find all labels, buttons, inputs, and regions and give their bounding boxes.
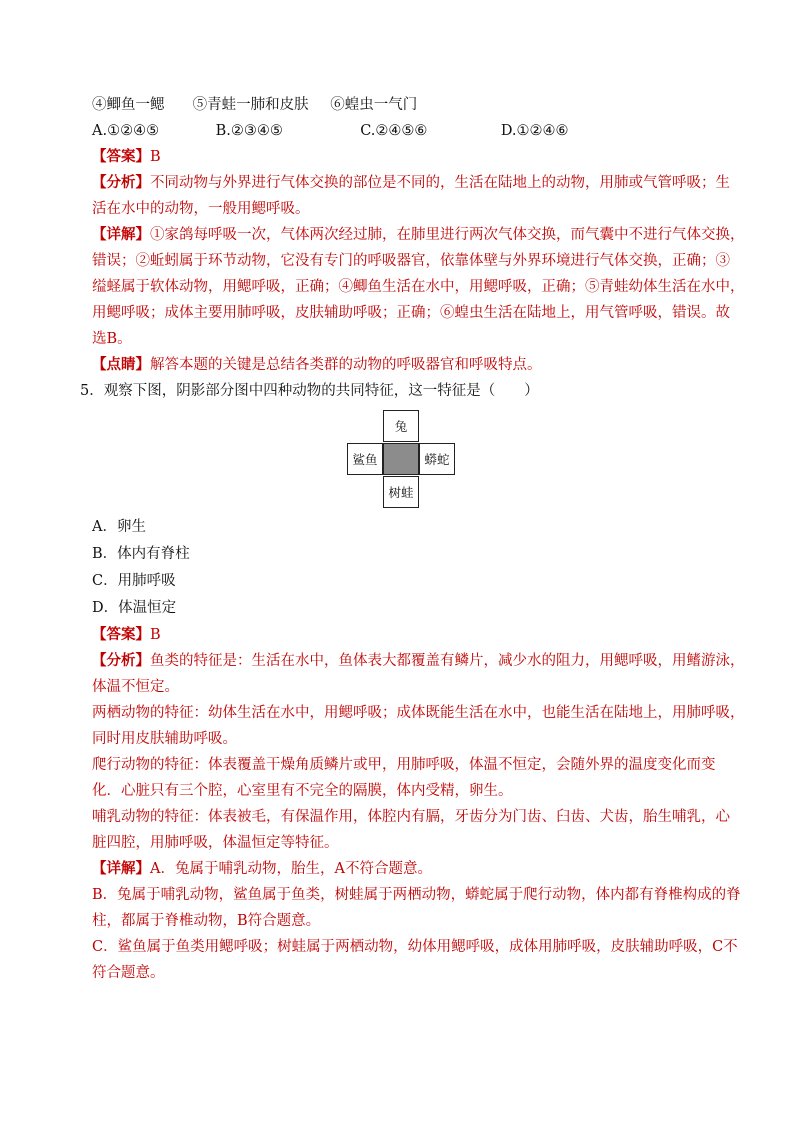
choice-a: A.①②④⑤	[92, 123, 160, 139]
question-5-stem: 5．观察下图，阴影部分图中四种动物的共同特征，这一特征是（ ）	[80, 383, 539, 399]
diagram-right-python: 蟒蛇	[419, 443, 455, 475]
question-5-choices	[92, 514, 732, 622]
choice-d: D.①②④⑥	[500, 123, 569, 139]
q5-analysis	[92, 648, 745, 674]
choice-c: C．用肺呼吸	[92, 573, 176, 589]
analysis-tag: 【分析】	[92, 652, 150, 669]
answer-tag: 【答案】	[92, 148, 150, 165]
prev-question-options	[92, 92, 732, 118]
tip-tag: 【点睛】	[92, 356, 150, 373]
fish-traits-2: 体温不恒定。	[92, 679, 179, 695]
prev-answer	[92, 144, 732, 170]
prev-question-choices	[92, 118, 732, 144]
prev-tip	[92, 352, 732, 378]
detail-tag: 【详解】	[92, 860, 150, 877]
option-6: ⑥蝗虫一气门	[330, 97, 418, 113]
tip-text: 解答本题的关键是总结各类群的动物的呼吸器官和呼吸特点。	[150, 357, 542, 373]
analysis-text-2: 活在水中的动物，一般用鳃呼吸。	[92, 201, 310, 217]
document-page	[80, 92, 745, 986]
analysis-text-1: 不同动物与外界进行气体交换的部位是不同的，生活在陆地上的动物，用肺或气管呼吸；生	[150, 175, 730, 191]
detail-c-1: C．鲨鱼属于鱼类用鳃呼吸；树蛙属于两栖动物，幼体用鳃呼吸，成体用肺呼吸，皮肤辅助呼吸，C不	[92, 939, 738, 955]
detail-text-2: 错误；②蚯蚓属于环节动物，它没有专门的呼吸器官，依靠体壁与外界环境进行气体交换，正确；③	[92, 253, 730, 269]
reptile-traits-2: 化．心脏只有三个腔，心室里有不完全的隔膜，体内受精，卵生。	[92, 783, 513, 799]
prev-analysis	[92, 170, 732, 196]
mammal-traits-2: 脏四腔，用肺呼吸，体温恒定等特征。	[92, 835, 339, 851]
answer-value: B	[150, 149, 161, 165]
option-5: ⑤青蛙一肺和皮肤	[192, 97, 309, 113]
choice-a: A．卵生	[92, 519, 146, 535]
detail-text-3: 缢蛏属于软体动物，用鳃呼吸，正确；④鲫鱼生活在水中，用鳃呼吸，正确；⑤青蛙幼体生活在水中，	[92, 279, 745, 295]
prev-detail	[92, 222, 745, 248]
choice-d: D．体温恒定	[92, 600, 177, 616]
choice-b: B．体内有脊柱	[92, 546, 190, 562]
diagram-shaded-center	[383, 443, 419, 475]
detail-b-2: 柱，都属于脊椎动物，B符合题意。	[92, 913, 321, 929]
amphibian-traits-1: 两栖动物的特征：幼体生活在水中，用鳃呼吸；成体既能生活在水中，也能生活在陆地上，用肺呼吸，	[92, 705, 745, 721]
option-4: ④鲫鱼一鳃	[92, 97, 165, 113]
amphibian-traits-2: 同时用皮肤辅助呼吸。	[92, 731, 237, 747]
animal-cross-diagram	[346, 410, 456, 508]
detail-text-1: ①家鸽每呼吸一次，气体两次经过肺，在肺里进行两次气体交换，而气囊中不进行气体交换，	[150, 227, 745, 243]
diagram-bottom-treefrog: 树蛙	[383, 476, 419, 508]
diagram-left-shark: 鲨鱼	[347, 443, 383, 475]
q5-detail	[92, 856, 732, 882]
analysis-tag: 【分析】	[92, 174, 150, 191]
choice-b: B.②③④⑤	[215, 123, 283, 139]
detail-text-4: 用鳃呼吸；成体主要用肺呼吸，皮肤辅助呼吸；正确；⑥蝗虫生活在陆地上，用气管呼吸，错误。故	[92, 305, 730, 321]
reptile-traits-1: 爬行动物的特征：体表覆盖干燥角质鳞片或甲，用肺呼吸，体温不恒定，会随外界的温度变化而变	[92, 757, 716, 773]
q5-answer	[92, 622, 732, 648]
choice-c: C.②④⑤⑥	[360, 123, 428, 139]
mammal-traits-1: 哺乳动物的特征：体表被毛，有保温作用，体腔内有膈，牙齿分为门齿、臼齿、犬齿，胎生哺乳，心	[92, 809, 730, 825]
fish-traits-1: 鱼类的特征是：生活在水中，鱼体表大都覆盖有鳞片，减少水的阻力，用鳃呼吸，用鳍游泳，	[150, 653, 745, 669]
detail-b-1: B．兔属于哺乳动物，鲨鱼属于鱼类，树蛙属于两栖动物，蟒蛇属于爬行动物，体内都有脊椎构成的脊	[92, 887, 741, 903]
detail-c-2: 符合题意。	[92, 965, 165, 981]
answer-value: B	[150, 627, 161, 643]
detail-tag: 【详解】	[92, 226, 150, 243]
detail-text-5: 选B。	[92, 331, 132, 347]
answer-tag: 【答案】	[92, 626, 150, 643]
diagram-top-rabbit: 兔	[383, 410, 419, 442]
detail-a: A．兔属于哺乳动物，胎生，A不符合题意。	[150, 861, 432, 877]
